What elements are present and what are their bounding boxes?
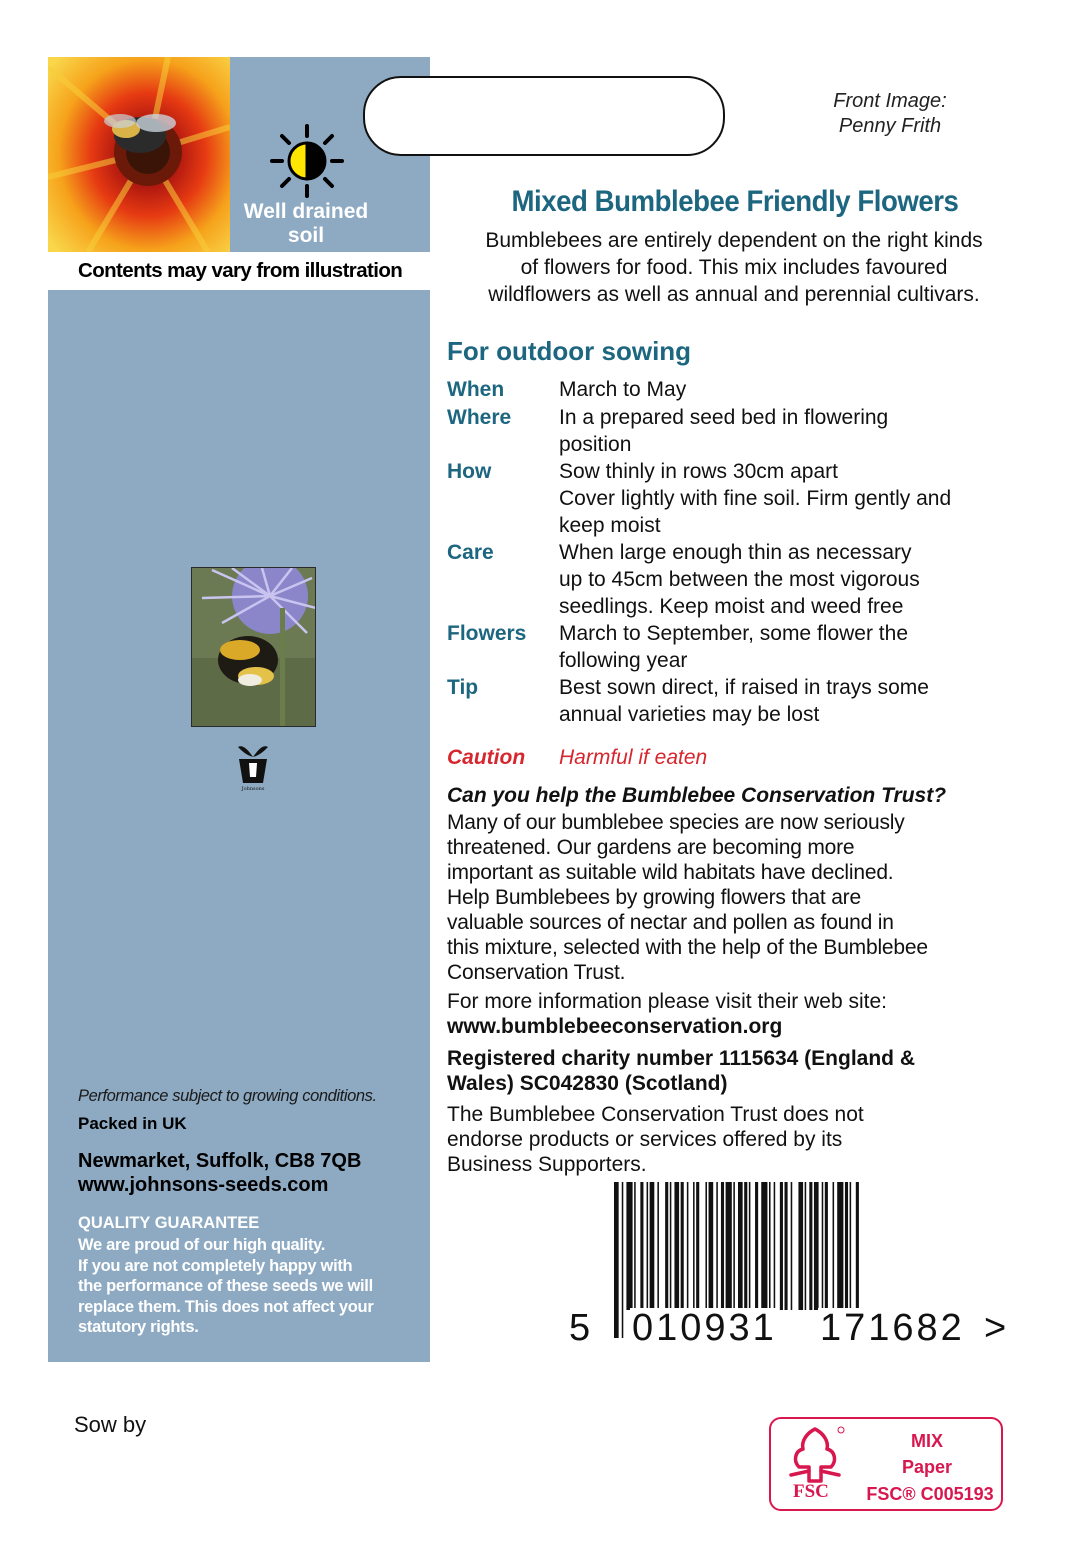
- sowing-desc: [559, 458, 1027, 539]
- image-credit: [790, 89, 990, 139]
- trust-line: valuable sources of nectar and pollen as found in: [447, 911, 894, 934]
- product-title: Mixed Bumblebee Friendly Flowers: [511, 185, 959, 218]
- trust-website: www.bumblebeeconservation.org: [447, 1015, 783, 1038]
- disclaimer-line: The Bumblebee Conservation Trust does not: [447, 1103, 864, 1126]
- barcode-bar: [809, 1182, 812, 1310]
- barcode-bar: [626, 1182, 632, 1310]
- barcode-bar: [665, 1182, 668, 1310]
- quality-guarantee-text: [78, 1235, 428, 1338]
- company-website: www.johnsons-seeds.com: [78, 1174, 329, 1196]
- trust-line: Many of our bumblebee species are now seriously: [447, 811, 905, 834]
- barcode-bar: [798, 1182, 803, 1310]
- sowing-desc-line: up to 45cm between the most vigorous: [559, 568, 920, 591]
- quality-guarantee-title: QUALITY GUARANTEE: [78, 1214, 260, 1232]
- barcode-bar: [709, 1182, 714, 1310]
- sowing-term: Where: [447, 406, 512, 429]
- sow-by-label: Sow by: [74, 1412, 147, 1437]
- barcode-left-digits: 010931: [632, 1307, 777, 1349]
- barcode-bar: [833, 1182, 835, 1310]
- barcode-bar: [687, 1182, 689, 1310]
- fsc-mix-logo: [769, 1417, 1003, 1511]
- charity-number: [447, 1046, 1037, 1096]
- product-intro: [444, 227, 1024, 308]
- barcode-bar: [814, 1182, 819, 1310]
- barcode-bar: [769, 1182, 771, 1310]
- barcode-bar: [780, 1182, 783, 1310]
- barcode-bar: [716, 1182, 718, 1310]
- sowing-desc: [559, 539, 1027, 620]
- sowing-desc-line: position: [559, 433, 632, 456]
- address-line: Newmarket, Suffolk, CB8 7QB: [78, 1150, 362, 1172]
- barcode-bar: [681, 1182, 684, 1310]
- barcode-bar: [614, 1182, 619, 1338]
- contents-note: Contents may vary from illustration: [78, 259, 403, 282]
- barcode-bar: [822, 1182, 824, 1310]
- more-info-text: For more information please visit their web site:: [447, 990, 888, 1013]
- disclaimer-line: endorse products or services offered by its: [447, 1128, 843, 1151]
- barcode-end-mark: >: [984, 1307, 1007, 1349]
- barcode-bar: [693, 1182, 695, 1310]
- sowing-desc-line: following year: [559, 649, 688, 672]
- barcode-bar: [825, 1182, 828, 1310]
- barcode-bar: [657, 1182, 659, 1310]
- sowing-desc: [559, 376, 1027, 403]
- trust-line: important as suitable wild habitats have declined.: [447, 861, 894, 884]
- barcode-bar: [705, 1182, 707, 1310]
- barcode-bar: [622, 1182, 624, 1338]
- fsc-tree-icon: [785, 1425, 845, 1485]
- sowing-desc-line: keep moist: [559, 514, 661, 537]
- trust-line: threatened. Our gardens are becoming more: [447, 836, 855, 859]
- trust-line: Conservation Trust.: [447, 961, 626, 984]
- sowing-desc: [559, 620, 1027, 674]
- full-sun-partial-shade-icon: [270, 124, 344, 198]
- gaillardia-bee-photo: [48, 57, 230, 252]
- sowing-desc: [559, 404, 1027, 458]
- sowing-term: Tip: [447, 676, 479, 699]
- sowing-desc-line: March to May: [559, 378, 687, 401]
- johnsons-logo-icon: [234, 743, 272, 791]
- packed-in-label: Packed in UK: [78, 1114, 187, 1133]
- barcode-bar: [650, 1182, 655, 1310]
- trust-question: Can you help the Bumblebee Conservation Trust?: [447, 784, 947, 807]
- sowing-desc-line: annual varieties may be lost: [559, 703, 820, 726]
- sowing-desc-line: Best sown direct, if raised in trays some: [559, 676, 929, 699]
- intro-line: Bumblebees are entirely dependent on the right kinds: [485, 229, 983, 252]
- barcode-bar: [761, 1182, 767, 1310]
- sowing-term: Care: [447, 541, 494, 564]
- disclaimer-line: Business Supporters.: [447, 1153, 647, 1176]
- trust-line: this mixture, selected with the help of the Bumblebee: [447, 936, 928, 959]
- barcode-bar: [845, 1182, 848, 1310]
- barcode-bar: [856, 1182, 859, 1310]
- sowing-term: When: [447, 378, 505, 401]
- bumblebee-on-thistle-photo: [191, 567, 316, 727]
- barcode-bar: [726, 1182, 732, 1310]
- sowing-desc-line: Cover lightly with fine soil. Firm gently and: [559, 487, 952, 510]
- svg-text:Johnsons: Johnsons: [241, 786, 265, 791]
- caution-text: Harmful if eaten: [559, 746, 708, 769]
- barcode-first-digit: 5: [569, 1307, 591, 1349]
- left-panel: [48, 57, 430, 1362]
- barcode-bar: [785, 1182, 788, 1310]
- barcode-bar: [647, 1182, 649, 1310]
- sowing-term: Flowers: [447, 622, 527, 645]
- barcode-bar: [850, 1182, 852, 1310]
- barcode-bar: [670, 1182, 672, 1310]
- quality-line: If you are not completely happy with: [78, 1256, 353, 1275]
- hanger-hole: [363, 76, 725, 156]
- barcode-bar: [749, 1182, 751, 1310]
- barcode-bar: [721, 1182, 724, 1310]
- quality-line: replace them. This does not affect your: [78, 1297, 374, 1316]
- barcode-bar: [640, 1182, 643, 1310]
- trust-body: [447, 810, 1037, 985]
- fsc-mix-label: MIX: [910, 1431, 943, 1451]
- credit-label: Front Image:: [833, 90, 947, 112]
- sowing-term: How: [447, 460, 492, 483]
- fsc-abbr: FSC: [793, 1481, 829, 1502]
- charity-line: Wales) SC042830 (Scotland): [447, 1072, 728, 1095]
- sowing-desc-line: seedlings. Keep moist and weed free: [559, 595, 904, 618]
- caution-label: Caution: [447, 746, 526, 769]
- sowing-desc-line: In a prepared seed bed in flowering: [559, 406, 889, 429]
- trust-disclaimer: [447, 1102, 1037, 1177]
- company-address: [78, 1149, 361, 1197]
- sowing-desc-line: March to September, some flower the: [559, 622, 908, 645]
- sowing-desc-line: Sow thinly in rows 30cm apart: [559, 460, 838, 483]
- fsc-license-code: FSC® C005193: [866, 1484, 994, 1504]
- intro-line: of flowers for food. This mix includes favoured: [520, 256, 948, 279]
- sowing-heading: For outdoor sowing: [447, 336, 692, 366]
- charity-line: Registered charity number 1115634 (England &: [447, 1047, 916, 1070]
- quality-line: the performance of these seeds we will: [78, 1277, 373, 1295]
- barcode-bar: [733, 1182, 735, 1310]
- credit-name: Penny Frith: [838, 115, 942, 137]
- soil-label: Well drained soil: [243, 200, 369, 247]
- barcode-bar: [755, 1182, 758, 1310]
- barcode-bar: [805, 1182, 807, 1310]
- sowing-desc: [559, 674, 1027, 728]
- fsc-paper-label: Paper: [901, 1457, 953, 1477]
- trust-line: Help Bumblebees by growing flowers that are: [447, 886, 861, 909]
- sowing-desc-line: When large enough thin as necessary: [559, 541, 912, 564]
- barcode-right-digits: 171682: [820, 1307, 965, 1349]
- barcode-bar: [774, 1182, 776, 1310]
- barcode-bar: [837, 1182, 843, 1310]
- performance-note: Performance subject to growing conditions.: [78, 1087, 377, 1105]
- barcode-bar: [674, 1182, 679, 1310]
- barcode-bar: [634, 1182, 636, 1310]
- quality-line: We are proud of our high quality.: [78, 1236, 326, 1254]
- barcode-bar: [696, 1182, 699, 1310]
- intro-line: wildflowers as well as annual and perennial cultivars.: [488, 283, 980, 306]
- quality-line: statutory rights.: [78, 1318, 199, 1336]
- barcode-bar: [791, 1182, 793, 1310]
